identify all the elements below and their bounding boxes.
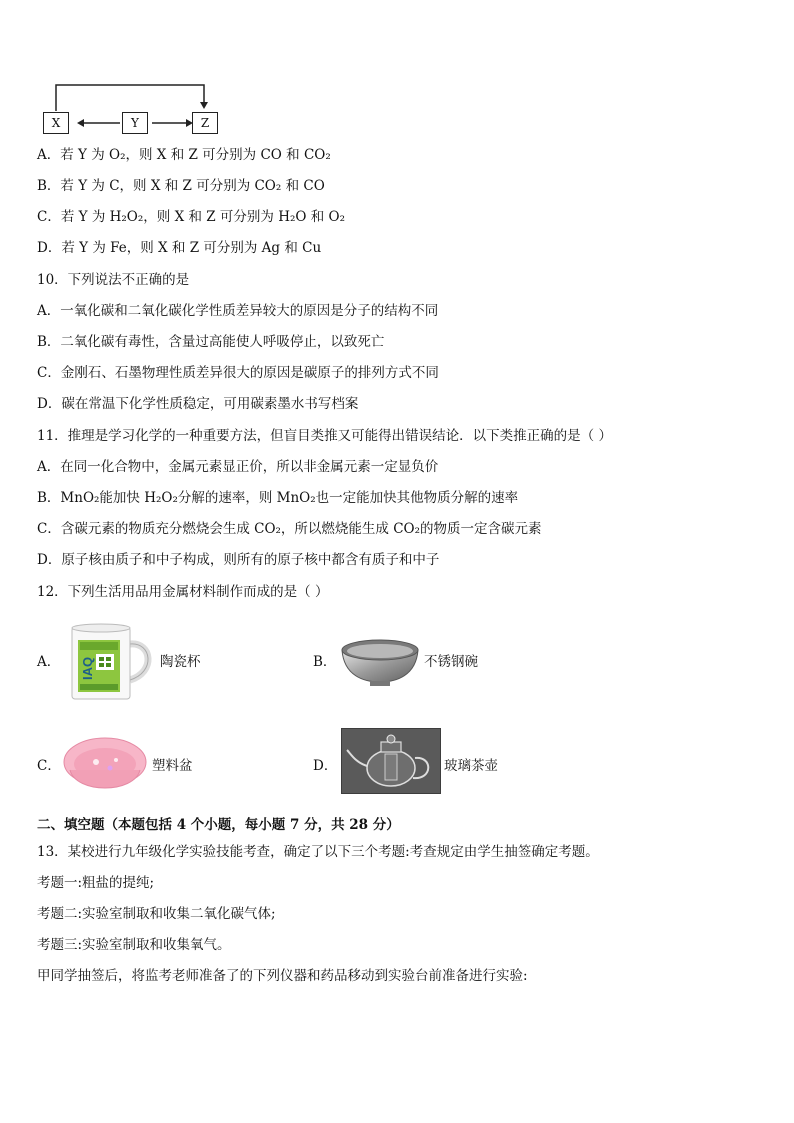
q12-stem: 12．下列生活用品用金属材料制作而成的是（ ） — [37, 584, 329, 600]
q10-option-c: C．金刚石、石墨物理性质差异很大的原因是碳原子的排列方式不同 — [37, 365, 439, 381]
node-x: X — [43, 112, 69, 134]
q12-option-c-caption: 塑料盆 — [152, 758, 193, 774]
plastic-basin-image — [62, 736, 148, 798]
q13-closing: 甲同学抽签后，将监考老师准备了的下列仪器和药品移动到实验台前准备进行实验: — [37, 968, 528, 984]
q12-option-d-letter: D． — [313, 758, 338, 774]
q10-option-d: D．碳在常温下化学性质稳定，可用碳素墨水书写档案 — [37, 396, 359, 412]
q12-option-b-letter: B． — [313, 654, 337, 670]
q12-option-c-letter: C． — [37, 758, 61, 774]
q10-stem: 10．下列说法不正确的是 — [37, 272, 190, 288]
q13-topic-2: 考题二:实验室制取和收集二氧化碳气体; — [37, 906, 276, 922]
q12-option-a-letter: A． — [37, 654, 61, 670]
q12-option-b-caption: 不锈钢碗 — [424, 654, 478, 670]
node-y: Y — [122, 112, 148, 134]
q13-topic-1: 考题一:粗盐的提纯; — [37, 875, 155, 891]
steel-bowl-image — [340, 636, 420, 688]
q12-option-d-caption: 玻璃茶壶 — [444, 758, 498, 774]
mug-print-text: IAQ — [80, 656, 95, 680]
q10-option-a: A．一氧化碳和二氧化碳化学性质差异较大的原因是分子的结构不同 — [37, 303, 439, 319]
ceramic-mug-image — [66, 622, 158, 702]
glass-teapot-image — [341, 728, 441, 794]
q10-option-b: B．二氧化碳有毒性，含量过高能使人呼吸停止，以致死亡 — [37, 334, 385, 350]
node-z: Z — [192, 112, 218, 134]
relation-diagram — [40, 80, 230, 136]
section-heading: 二、填空题（本题包括 4 个小题，每小题 7 分，共 28 分） — [37, 817, 400, 833]
q9-option-c: C．若 Y 为 H₂O₂，则 X 和 Z 可分别为 H₂O 和 O₂ — [37, 209, 346, 225]
q11-option-b: B．MnO₂能加快 H₂O₂分解的速率，则 MnO₂也一定能加快其他物质分解的速率 — [37, 490, 519, 506]
q9-option-b: B．若 Y 为 C，则 X 和 Z 可分别为 CO₂ 和 CO — [37, 178, 325, 194]
q12-option-a-caption: 陶瓷杯 — [160, 654, 201, 670]
q9-option-d: D．若 Y 为 Fe，则 X 和 Z 可分别为 Ag 和 Cu — [37, 240, 322, 256]
q11-option-a: A．在同一化合物中，金属元素显正价，所以非金属元素一定显负价 — [37, 459, 439, 475]
q9-option-a: A．若 Y 为 O₂，则 X 和 Z 可分别为 CO 和 CO₂ — [37, 147, 331, 163]
q11-stem: 11．推理是学习化学的一种重要方法，但盲目类推又可能得出错误结论．以下类推正确的是（ ） — [37, 428, 612, 444]
q11-option-d: D．原子核由质子和中子构成，则所有的原子核中都含有质子和中子 — [37, 552, 440, 568]
q13-topic-3: 考题三:实验室制取和收集氧气。 — [37, 937, 231, 953]
q13-stem: 13．某校进行九年级化学实验技能考查，确定了以下三个考题:考查规定由学生抽签确定考题。 — [37, 844, 599, 860]
q11-option-c: C．含碳元素的物质充分燃烧会生成 CO₂，所以燃烧能生成 CO₂的物质一定含碳元素 — [37, 521, 542, 537]
